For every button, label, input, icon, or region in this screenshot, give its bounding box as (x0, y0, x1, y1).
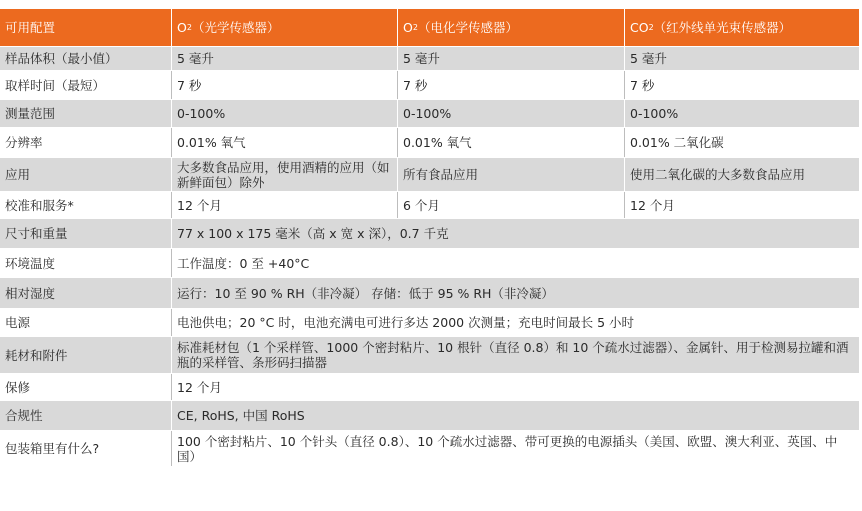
table-header-row (0, 9, 859, 46)
table-row (0, 46, 859, 70)
row-label: 应用 (5, 167, 31, 182)
table-row (0, 400, 859, 430)
cell-o2-optical: 0-100% (171, 100, 397, 127)
table-row (0, 430, 859, 466)
row-label: 取样时间（最短） (5, 77, 106, 93)
cell-o2-electro: 0-100% (397, 100, 624, 127)
header-co2-sub: 2 (648, 23, 654, 32)
table-row (0, 277, 859, 308)
row-label: 环境温度 (5, 255, 56, 271)
row-label: 相对湿度 (5, 285, 56, 301)
row-label: 样品体积（最小值） (5, 51, 118, 66)
table-row (0, 127, 859, 157)
header-config: 可用配置 (5, 20, 56, 35)
cell-value: 电池供电；20 °C 时，电池充满电可进行多达 2000 次测量；充电时间最长 5 小时 (171, 309, 859, 336)
cell-o2-electro: 7 秒 (397, 71, 624, 99)
header-co2-infrared (624, 9, 859, 46)
cell-o2-electro: 所有食品应用 (397, 158, 624, 191)
row-label: 耗材和附件 (5, 347, 68, 363)
table-row (0, 373, 859, 400)
cell-co2: 0-100% (624, 100, 859, 127)
cell-o2-optical: 5 毫升 (171, 47, 397, 70)
cell-co2: 5 毫升 (624, 47, 859, 70)
row-label: 包装箱里有什么? (5, 441, 100, 456)
cell-value: 运行：10 至 90 % RH（非冷凝） 存储：低于 95 % RH（非冷凝） (171, 278, 859, 308)
table-row (0, 336, 859, 373)
cell-o2-electro: 5 毫升 (397, 47, 624, 70)
cell-o2-optical: 0.01% 氧气 (171, 128, 397, 157)
header-o2-optical-main: O (177, 20, 187, 35)
spec-table (0, 9, 859, 466)
header-o2-electro-sub: 2 (412, 23, 418, 32)
row-label: 合规性 (5, 408, 43, 423)
header-o2-optical-rest: （光学传感器） (191, 20, 280, 35)
row-label: 保修 (5, 379, 31, 395)
cell-value: CE, RoHS, 中国 RoHS (171, 401, 859, 430)
cell-value: 77 x 100 x 175 毫米（高 x 宽 x 深），0.7 千克 (171, 219, 859, 248)
table-row (0, 218, 859, 248)
row-label: 校准和服务* (5, 197, 74, 213)
cell-value: 12 个月 (171, 374, 859, 400)
table-row (0, 157, 859, 191)
cell-co2: 使用二氧化碳的大多数食品应用 (624, 158, 859, 191)
cell-co2: 0.01% 二氧化碳 (624, 128, 859, 157)
table-row (0, 191, 859, 218)
header-o2-electrochemical (397, 9, 624, 46)
header-o2-electro-rest: （电化学传感器） (417, 20, 518, 35)
header-o2-optical-sub: 2 (186, 23, 192, 32)
header-co2-main: CO (630, 20, 649, 35)
header-co2-rest: （红外线单光束传感器） (653, 20, 792, 35)
header-o2-electro-main: O (403, 20, 413, 35)
cell-value: 标准耗材包（1 个采样管、1000 个密封粘片、10 根针（直径 0.8）和 10 个疏水过滤器）、金属针、用于检测易拉罐和酒瓶的采样管、条形码扫描器 (171, 337, 859, 373)
row-label: 测量范围 (5, 106, 56, 121)
cell-co2: 12 个月 (624, 192, 859, 218)
row-label: 分辨率 (5, 135, 43, 150)
row-label: 尺寸和重量 (5, 226, 68, 241)
cell-o2-optical: 7 秒 (171, 71, 397, 99)
row-label: 电源 (5, 315, 31, 330)
table-row (0, 70, 859, 99)
table-row (0, 99, 859, 127)
cell-o2-electro: 0.01% 氧气 (397, 128, 624, 157)
cell-value: 工作温度：0 至 +40°C (171, 249, 859, 277)
cell-co2: 7 秒 (624, 71, 859, 99)
cell-value: 100 个密封粘片、10 个针头（直径 0.8）、10 个疏水过滤器、带可更换的电源插头（美国、欧盟、澳大利亚、英国、中国） (171, 431, 859, 466)
cell-o2-optical: 12 个月 (171, 192, 397, 218)
table-row (0, 308, 859, 336)
cell-o2-electro: 6 个月 (397, 192, 624, 218)
cell-o2-optical: 大多数食品应用，使用酒精的应用（如新鲜面包）除外 (171, 158, 397, 191)
header-o2-optical (171, 9, 397, 46)
table-row (0, 248, 859, 277)
